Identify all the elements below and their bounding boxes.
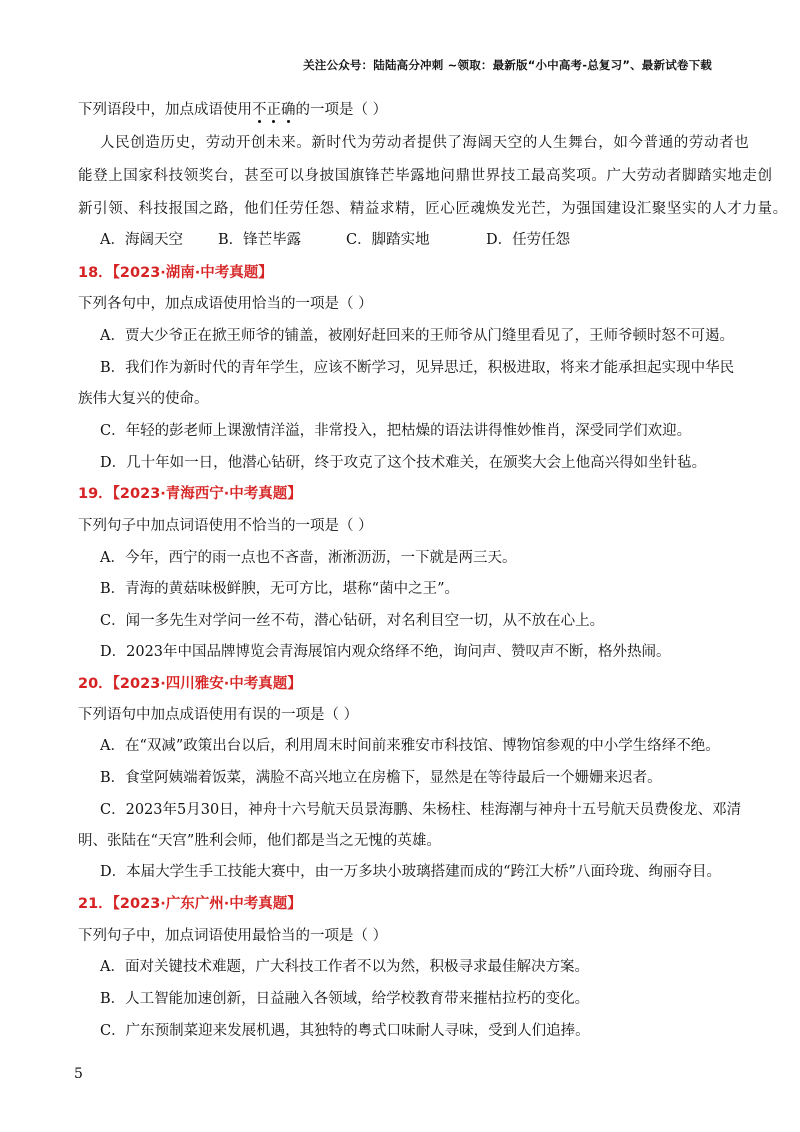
q20-option-c-cont: 明、张陆在“天宫”胜利会师，他们都是当之无愧的英雄。: [78, 833, 441, 849]
q21-heading: 21．【2023·广东广州·中考真题】: [78, 896, 302, 912]
q18-option-b: B．我们作为新时代的青年学生，应该不断学习，见异思迁，积极进取，将来才能承担起实现中华民: [100, 360, 735, 376]
q17-passage-line: 能登上国家科技领奖台，甚至可以身披国旗锋芒毕露地问鼎世界技工最高奖项。广大劳动者脚踏实地走创: [78, 168, 773, 184]
q19-heading: 19．【2023·青海西宁·中考真题】: [78, 486, 302, 502]
q21-option-b: B．人工智能加速创新，日益融入各领域，给学校教育带来摧枯拉朽的变化。: [100, 991, 590, 1007]
q21-option-a: A．面对关键技术难题，广大科技工作者不以为然，积极寻求最佳解决方案。: [100, 959, 589, 975]
q21-stem: 下列句子中，加点词语使用最恰当的一项是（ ）: [78, 928, 388, 944]
q17-options: [100, 230, 570, 250]
q19-stem: 下列句子中加点词语使用不恰当的一项是（ ）: [78, 518, 373, 534]
q18-heading: 18．【2023·湖南·中考真题】: [78, 265, 273, 281]
page-number: 5: [74, 1066, 83, 1082]
q17-stem: 下列语段中，加点成语使用不正确的一项是（ ）: [78, 102, 388, 118]
q20-option-c: C．2023年5月30日，神舟十六号航天员景海鹏、朱杨柱、桂海潮与神舟十五号航天员费俊龙、邓清: [100, 802, 742, 818]
q19-option-d: D．2023年中国品牌博览会青海展馆内观众络绎不绝，询问声、赞叹声不断，格外热闹。: [100, 644, 671, 660]
q20-heading: 20．【2023·四川雅安·中考真题】: [78, 676, 302, 692]
q18-stem: 下列各句中，加点成语使用恰当的一项是（ ）: [78, 296, 373, 312]
q19-option-c: C．闻一多先生对学问一丝不苟，潜心钻研，对名利目空一切，从不放在心上。: [100, 613, 605, 629]
q20-option-b: B．食堂阿姨端着饭菜，满脸不高兴地立在房檐下，显然是在等待最后一个姗姗来迟者。: [100, 770, 662, 786]
q18-option-a: A．贾大少爷正在掀王师爷的铺盖，被刚好赶回来的王师爷从门缝里看见了，王师爷顿时怒不可遏。: [100, 328, 734, 344]
q17-option-d: D．任劳任怨: [486, 232, 571, 248]
q19-option-b: B．青海的黄菇味极鲜腴，无可方比，堪称“菌中之王”。: [100, 581, 459, 597]
q17-option-a: A．海阔天空: [100, 232, 183, 248]
q18-option-d: D．几十年如一日，他潜心钻研，终于攻克了这个技术难关，在颁奖大会上他高兴得如坐针毡。: [100, 455, 707, 471]
q17-stem-dotted: 不正确: [252, 102, 296, 118]
q21-option-c: C．广东预制菜迎来发展机遇，其独特的粤式口味耐人寻味，受到人们追捧。: [100, 1023, 590, 1039]
q18-option-c: C．年轻的彭老师上课激情洋溢，非常投入，把枯燥的语法讲得惟妙惟肖，深受同学们欢迎。: [100, 423, 692, 439]
q17-option-c: C．脚踏实地: [346, 232, 430, 248]
q20-stem: 下列语句中加点成语使用有误的一项是（ ）: [78, 707, 359, 723]
q19-option-a: A．今年，西宁的雨一点也不吝啬，淅淅沥沥，一下就是两三天。: [100, 550, 517, 566]
q20-option-a: A．在“双减”政策出台以后，利用周末时间前来雅安市科技馆、博物馆参观的中小学生络绎不绝。: [100, 738, 720, 754]
q17-passage-line: 新引领、科技报国之路，他们任劳任怨、精益求精，匠心匠魂焕发光芒，为强国建设汇聚坚实的人才力量。: [78, 201, 788, 217]
q18-option-b-cont: 族伟大复兴的使命。: [78, 391, 209, 407]
page-header: 关注公众号：陆陆高分冲刺 ~领取：最新版“小中高考-总复习”、最新试卷下载: [303, 58, 712, 72]
q17-option-b: B．锋芒毕露: [218, 232, 302, 248]
q20-option-d: D．本届大学生手工技能大赛中，由一万多块小玻璃搭建而成的“跨江大桥”八面玲珑、绚丽夺目。: [100, 864, 721, 880]
q17-passage-line: 人民创造历史，劳动开创未来。新时代为劳动者提供了海阔天空的人生舞台，如今普通的劳动者也: [100, 135, 750, 151]
